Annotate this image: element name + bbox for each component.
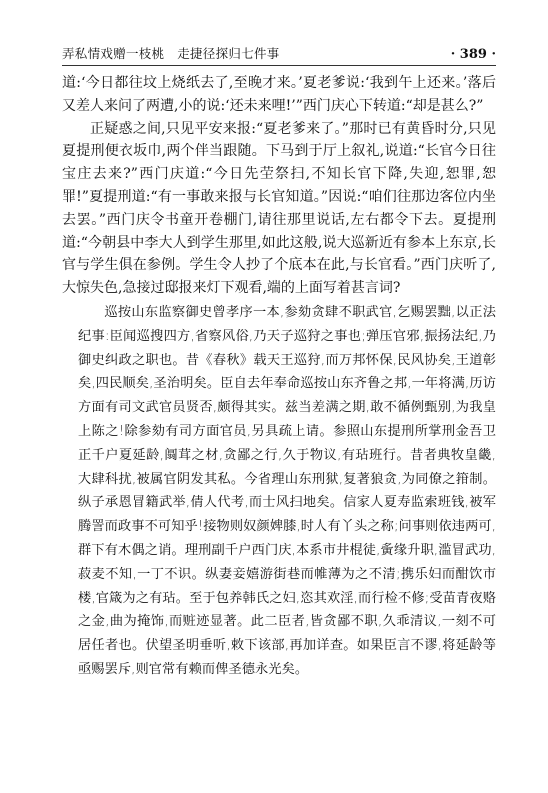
paragraph-1: 道:‘今日都往坟上烧纸去了,至晚才来。’夏老爹说:‘我到午上还来。’落后又差人来问了两遭,小的说:‘还未来哩!’”西门庆心下转道:“却是甚么?”: [62, 75, 496, 114]
chapter-title: 弄私情戏赠一枝桃 走捷径探归七件事: [62, 46, 280, 61]
memorial-quote: 巡按山东监察御史曾孝序一本,参劾贪肆不职武官,乞赐罢黜,以正法纪事:臣闻巡搜四方,省察风俗,乃天子巡狩之事也;弹压官邪,振扬法纪,乃御史纠政之职也。昔《春秋》载天王巡狩,而万邦怀保,民风协矣,王道彰矣,四民顺矣,圣治明矣。臣自去年奉命巡按山东齐鲁之邦,一年将满,历访方面有司文武官员贤否,颇得其实。兹当差满之期,敢不循例甄别,为我皇上陈之!除参劾有司方面官员,另具疏上请。参照山东提刑所掌刑金吾卫正千户夏延龄,阘茸之材,贪鄙之行,久于物议,有玷班行。昔者典牧皇畿,大肆科扰,被属官阴发其私。今省理山东刑狱,复著狼贪,为同僚之箝制。纵子承恩冒籍武举,倩人代考,而士风扫地矣。信家人夏寿监索班钱,被军腾詈而政事不可知乎!接物则奴颜婢膝,时人有丫头之称;问事则依违两可,群下有木偶之诮。理刑副千户西门庆,本系市井棍徒,夤缘升职,滥冒武功,菽麦不知,一丁不识。纵妻妾嬉游街巷而帷薄为之不清;携乐妇而酣饮市楼,官箴为之有玷。至于包养韩氏之妇,恣其欢淫,而行检不修;受苗青夜赂之金,曲为掩饰,而赃迹显著。此二臣者,皆贪鄙不职,久乖清议,一刻不可居任者也。伏望圣明垂听,敕下该部,再加详查。如果臣言不谬,将延龄等亟赐罢斥,则官常有赖而俾圣德永光矣。: [78, 304, 496, 677]
running-header: [62, 36, 496, 66]
page-body: [62, 72, 496, 682]
page-number: · 389 ·: [450, 47, 496, 62]
paragraph-2: 正疑惑之间,只见平安来报:“夏老爹来了。”那时已有黄昏时分,只见夏提刑便衣坂巾,两个伴当跟随。下马到于厅上叙礼,说道:“长官今日往宝庄去来?”西门庆道:“今日先茔祭扫,不知长官下降,失迎,恕罪,恕罪!”夏提刑道:“有一事敢来报与长官知道。”因说:“咱们往那边客位内坐去罢。”西门庆令书童开卷棚门,请往那里说话,左右都令下去。夏提刑道:“今朝县中李大人到学生那里,如此这般,说大巡新近有参本上东京,长官与学生俱在参例。学生令人抄了个底本在此,与长官看。”西门庆听了,大惊失色,急接过邸报来灯下观看,端的上面写着甚言词?: [62, 120, 496, 297]
